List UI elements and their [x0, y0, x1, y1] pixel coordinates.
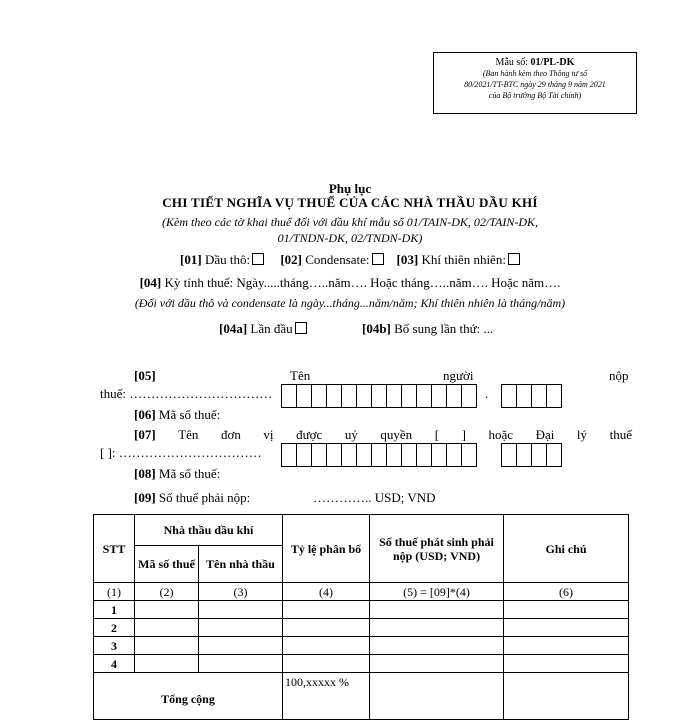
table-cell[interactable]	[199, 655, 283, 673]
table-cell[interactable]	[504, 655, 629, 673]
tax-id-label: Mã số thuế:	[155, 407, 221, 422]
agent-word: Đại	[535, 427, 555, 442]
row-number: 4	[94, 655, 135, 673]
digit-box[interactable]	[296, 443, 312, 467]
agent-word: [	[434, 427, 440, 442]
header-tax-code: Mã số thuế	[135, 546, 199, 583]
digit-box[interactable]	[501, 384, 517, 408]
table-cell[interactable]	[199, 601, 283, 619]
header-note: Ghi chú	[504, 515, 629, 583]
table-cell[interactable]	[135, 637, 199, 655]
col-number: (6)	[504, 583, 629, 601]
subtitle-line1: (Kèm theo các tờ khai thuế đối với dầu khí mẫu số 01/TAIN-DK, 02/TAIN-DK,	[162, 215, 538, 229]
total-tax-amount[interactable]	[370, 673, 504, 720]
header-contractor: Nhà thầu dầu khí	[135, 515, 283, 546]
total-note[interactable]	[504, 673, 629, 720]
agent-row	[134, 427, 632, 443]
table-cell[interactable]	[199, 619, 283, 637]
digit-box[interactable]	[386, 443, 402, 467]
form-code-label: Mẫu số:	[495, 57, 531, 68]
agent-name-field[interactable]: [ ]: ……………………………	[100, 445, 262, 460]
product-type-row	[0, 252, 700, 268]
table-cell[interactable]	[283, 601, 370, 619]
digit-box[interactable]	[341, 443, 357, 467]
digit-box[interactable]	[531, 384, 547, 408]
tax-period-note: (Đối với dầu thô và condensate là ngày...tháng...năm/năm; Khí thiên nhiên là tháng/năm)	[134, 296, 566, 310]
agent-word: Tên	[178, 427, 199, 442]
crude-oil-checkbox[interactable]	[252, 253, 264, 265]
digit-box[interactable]	[516, 443, 532, 467]
tax-payable-label: Số thuế phải nộp:	[155, 490, 251, 505]
digit-box[interactable]	[516, 384, 532, 408]
form-code	[434, 57, 636, 68]
col-number: (5) = [09]*(4)	[370, 583, 504, 601]
table-row	[94, 619, 629, 637]
header-ratio: Tỷ lệ phân bổ	[283, 515, 370, 583]
digit-box[interactable]	[371, 443, 387, 467]
tax-id-separator: .	[485, 386, 489, 401]
first-time-row	[219, 321, 307, 337]
total-row	[94, 673, 629, 720]
table-cell[interactable]	[370, 637, 504, 655]
agent-tax-id-row	[134, 466, 220, 482]
agent-branch-boxes[interactable]	[501, 443, 562, 467]
digit-box[interactable]	[371, 384, 387, 408]
taxpayer-branch-boxes[interactable]	[501, 384, 562, 408]
table-row	[94, 655, 629, 673]
table-cell[interactable]	[199, 637, 283, 655]
row-number: 2	[94, 619, 135, 637]
taxpayer-word-1: Tên	[290, 368, 311, 383]
tax-period-row	[0, 275, 700, 291]
first-time-code: [04a]	[219, 321, 248, 336]
agent-word: uỷ	[344, 427, 358, 442]
table-cell[interactable]	[135, 655, 199, 673]
appendix-label: Phụ lục	[328, 181, 372, 196]
product-code-02: [02]	[280, 252, 303, 267]
col-number: (2)	[135, 583, 199, 601]
agent-word: quyền	[380, 427, 413, 442]
digit-box[interactable]	[416, 384, 432, 408]
digit-box[interactable]	[531, 443, 547, 467]
digit-box[interactable]	[446, 384, 462, 408]
taxpayer-name-field[interactable]: thuế: ……………………………	[100, 386, 273, 401]
first-time-checkbox[interactable]	[295, 322, 307, 334]
digit-box[interactable]	[446, 443, 462, 467]
digit-box[interactable]	[431, 384, 447, 408]
form-code-box	[433, 52, 637, 114]
total-ratio: 100,xxxxx %	[283, 673, 370, 720]
first-time-label: Lần đầu	[247, 321, 293, 336]
product-code-01: [01]	[180, 252, 202, 267]
digit-box[interactable]	[356, 443, 372, 467]
table-cell[interactable]	[370, 601, 504, 619]
agent-word: vị	[263, 427, 274, 442]
product-code-03: [03]	[396, 252, 419, 267]
natural-gas-checkbox[interactable]	[508, 253, 520, 265]
agent-tax-id-code: [08]	[134, 466, 156, 481]
tax-period-code: [04]	[139, 275, 162, 290]
col-number: (3)	[199, 583, 283, 601]
form-issuance-line1: (Ban hành kèm theo Thông tư số	[482, 69, 588, 78]
table-cell[interactable]	[283, 655, 370, 673]
digit-box[interactable]	[461, 384, 477, 408]
contractor-tax-table	[93, 514, 629, 720]
taxpayer-word-2: người	[443, 368, 474, 383]
table-cell[interactable]	[504, 637, 629, 655]
supplement-code: [04b]	[362, 321, 391, 336]
header-stt: STT	[94, 515, 135, 583]
digit-box[interactable]	[356, 384, 372, 408]
tax-id-row	[134, 407, 220, 423]
agent-tax-id-boxes[interactable]	[281, 443, 477, 467]
condensate-checkbox[interactable]	[372, 253, 384, 265]
row-number: 3	[94, 637, 135, 655]
agent-word: thuế	[609, 427, 632, 442]
digit-box[interactable]	[401, 384, 417, 408]
table-row	[94, 637, 629, 655]
row-number: 1	[94, 601, 135, 619]
table-cell[interactable]	[504, 601, 629, 619]
natural-gas-label: Khí thiên nhiên:	[418, 252, 506, 267]
tax-payable-row	[134, 490, 250, 506]
table-cell[interactable]	[135, 619, 199, 637]
table-cell[interactable]	[504, 619, 629, 637]
digit-box[interactable]	[341, 384, 357, 408]
agent-word: lý	[576, 427, 588, 442]
tax-period-text[interactable]: Kỳ tính thuế: Ngày.....tháng…..năm…. Hoặc tháng…..năm…. Hoặc năm….	[161, 275, 561, 290]
digit-box[interactable]	[546, 443, 562, 467]
col-number: (1)	[94, 583, 135, 601]
taxpayer-word-3: nộp	[609, 368, 629, 383]
tax-payable-code: [09]	[134, 490, 156, 505]
form-code-value: 01/PL-DK	[530, 57, 575, 68]
table-cell[interactable]	[370, 619, 504, 637]
digit-box[interactable]	[326, 384, 342, 408]
taxpayer-code: [05]	[134, 368, 156, 383]
supplement-row	[362, 321, 493, 337]
agent-word: đơn	[220, 427, 241, 442]
header-tax-amount: Số thuế phát sinh phải nộp (USD; VND)	[370, 515, 504, 583]
subtitle-line2: 01/TNDN-DK, 02/TNDN-DK)	[277, 231, 423, 245]
col-number: (4)	[283, 583, 370, 601]
tax-payable-value[interactable]: ………….. USD; VND	[313, 490, 436, 505]
agent-code: [07]	[134, 427, 156, 442]
table-cell[interactable]	[135, 601, 199, 619]
condensate-label: Condensate:	[302, 252, 370, 267]
table-cell[interactable]	[370, 655, 504, 673]
digit-box[interactable]	[401, 443, 417, 467]
agent-word: ]	[461, 427, 466, 442]
digit-box[interactable]	[281, 443, 297, 467]
form-issuance-line2: 80/2021/TT-BTC ngày 29 tháng 9 năm 2021	[464, 80, 606, 89]
digit-box[interactable]	[326, 443, 342, 467]
digit-box[interactable]	[311, 443, 327, 467]
digit-box[interactable]	[546, 384, 562, 408]
table-cell[interactable]	[283, 619, 370, 637]
digit-box[interactable]	[281, 384, 297, 408]
agent-tax-id-label: Mã số thuế:	[155, 466, 221, 481]
digit-box[interactable]	[461, 443, 477, 467]
total-label: Tổng cộng	[94, 673, 283, 720]
digit-box[interactable]	[501, 443, 517, 467]
table-cell[interactable]	[283, 637, 370, 655]
digit-box[interactable]	[431, 443, 447, 467]
agent-word: hoặc	[488, 427, 514, 442]
digit-box[interactable]	[296, 384, 312, 408]
form-issuance-line3: của Bộ trưởng Bộ Tài chính)	[488, 91, 582, 100]
digit-box[interactable]	[386, 384, 402, 408]
agent-word: được	[296, 427, 323, 442]
tax-id-code: [06]	[134, 407, 156, 422]
taxpayer-tax-id-boxes[interactable]	[281, 384, 477, 408]
digit-box[interactable]	[416, 443, 432, 467]
header-contractor-name: Tên nhà thầu	[199, 546, 283, 583]
supplement-label[interactable]: Bổ sung lần thứ: ...	[390, 321, 494, 336]
crude-oil-label: Dầu thô:	[201, 252, 251, 267]
page-title: CHI TIẾT NGHĨA VỤ THUẾ CỦA CÁC NHÀ THẦU DẦU KHÍ	[162, 195, 538, 210]
digit-box[interactable]	[311, 384, 327, 408]
table-row	[94, 601, 629, 619]
